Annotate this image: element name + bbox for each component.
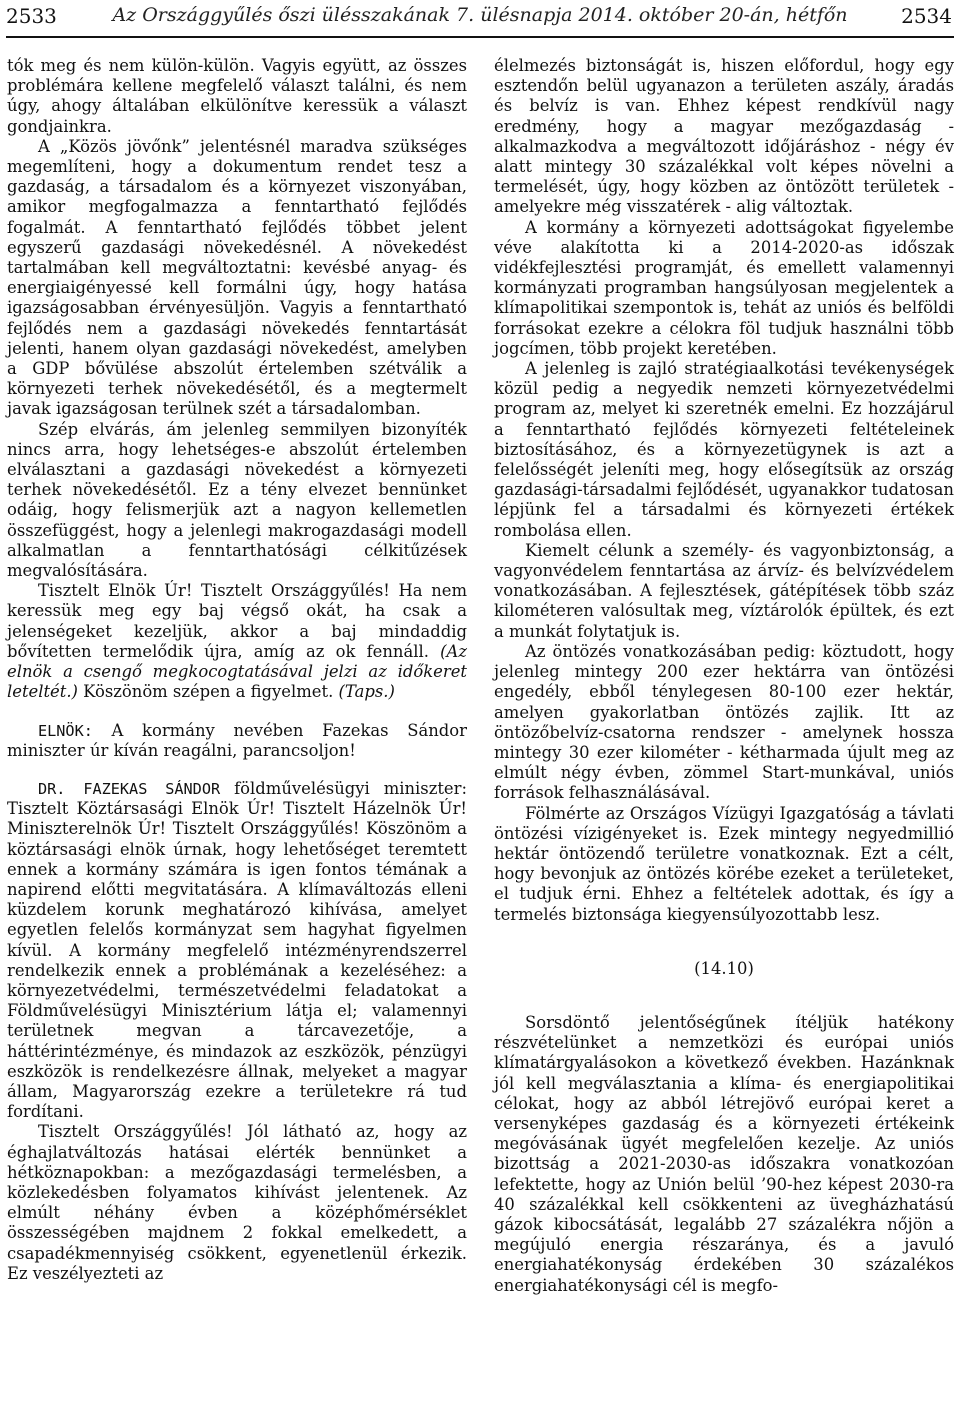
paragraph: Szép elvárás, ám jelenleg semmilyen bizonyíték nincs arra, hogy lehetséges-e abszolút értelemben elválasztani a gazdasági növekedést a környezeti terhek növekedésétől. Ez a tény elvezet bennünket odáig, hogy felismerjük azt a nagyon kellemetlen összefüggést, hogy a jelenlegi makrogazdasági modell alkalmatlan a fenntarthatósági célkitűzések megvalósítására. (7, 419, 467, 581)
speaker-name: DR. FAZEKAS SÁNDOR (38, 779, 221, 798)
speaker-name: ELNÖK: (38, 721, 93, 740)
paragraph-text: Köszönöm szépen a figyelmet. (83, 682, 334, 702)
paragraph: Fölmérte az Országos Vízügyi Igazgatóság a távlati öntözési vízigényeket is. Ezek mintegy negyedmillió hektár öntözendő területre vonatkoznak. Ezt a célt, hogy bevonjuk az öntözés körébe ezeket a területeket, el tudjuk érni. Ehhez a feltételek adottak, és így a termelés biztonsága kiegyensúlyozottabb lesz. (494, 803, 954, 924)
time-marker: (14.10) (694, 958, 754, 978)
paragraph-text: Tisztelt Elnök Úr! Tisztelt Országgyűlés! Ha nem keressük meg egy baj végső okát, ha csak a jelenségeket kezeljük, akkor a baj mindaddig bővítetten termelődik újra, amíg az ok fennáll. (7, 581, 467, 661)
paragraph: A „Közös jövőnk” jelentésnél maradva szükséges megemlíteni, hogy a dokumentum rendet tesz a gazdaság, a társadalom és a környezet viszonyában, amikor megfogalmazza a fenntartható fejlődés fogalmát. A fenntartható fejlődés többet jelent egyszerű gazdasági növekedésnél. A növekedést tartalmában kell megváltoztatni: kevésbé anyag- és energiaigényessé kell formálni úgy, hogy hatása igazságosabban érvényesüljön. Vagyis a fenntartható fejlődés nem a gazdasági növekedés fenntartását jelenti, hanem olyan gazdasági növekedést, amelyben a GDP bővülése abszolút értelemben szétválik a környezeti terhek növekedésétől, és a megtermelt javak igazságosan terülnek szét a társadalomban. (7, 136, 467, 419)
speaker-paragraph (7, 779, 467, 1122)
paragraph: Kiemelt célunk a személy- és vagyonbiztonság, a vagyonvédelem fenntartása az árvíz- és belvízvédelem vonatkozásában. A fejlesztések, gátépítések több száz kilométeren valósultak meg, víztárolók épültek, és ezt a munkát folytatjuk is. (494, 540, 954, 641)
header-rule (6, 36, 954, 38)
page-header (0, 0, 960, 34)
speaker-text: A kormány nevében Fazekas Sándor miniszter úr kíván reagálni, parancsoljon! (7, 720, 467, 760)
right-column (494, 56, 954, 1296)
paragraph: élelmezés biztonságát is, hiszen előfordul, hogy egy esztendőn belül ugyanazon a területen aszály, áradás és belvíz is van. Ehhez képest rendkívül nagy eredmény, hogy a magyar mezőgazdaság - alkalmazkodva a megváltozott időjáráshoz - négy év alatt mintegy 30 százalékkal volt képes növelni a termelését, úgy, hogy közben az öntözött területek - amelyekre még visszatérek - alig változtak. (494, 56, 954, 217)
paragraph: Tisztelt Országgyűlés! Jól látható az, hogy az éghajlatváltozás hatásai elérték bennünket a hétköznapokban: a mezőgazdasági termelésben, a közlekedésben folyamatos kihívást jelentenek. Az elmúlt néhány évben a középhőmérséklet összességében majdnem 2 fokkal emelkedett, a csapadékmennyiség csökkent, egyenetlenül érkezik. Ez veszélyezteti az (7, 1122, 467, 1283)
stage-direction: (Az elnök a csengő megkocogtatásával jelzi az időkeret leteltét.) (7, 641, 467, 702)
page-number-right: 2534 (901, 4, 952, 28)
speaker-text: földművelésügyi miniszter: Tisztelt Köztársasági Elnök Úr! Tisztelt Házelnök Úr! Miniszterelnök Úr! Tisztelt Országgyűlés! Köszönöm a köztársasági elnök úrnak, hogy lehetőséget teremtett ennek a kormány számára is igen fontos témának a napirend előtti megvitatására. A klímaváltozás elleni küzdelem korunk meghatározó kihívása, amelyet egyetlen felelős kormányzat sem hagyhat figyelmen kívül. A kormány megfelelő intézményrendszerrel rendelkezik ennek a problémának a kezeléséhez: a környezetvédelmi, természetvédelmi feladatokat a Földművelésügyi Minisztérium látja el; valamennyi területnek megvan a tárcavezetője, a háttérintézménye, és mindazok az eszközök, pénzügyi eszközök is rendelkezésre állnak, melyeket a magyar állam, Magyarország ezekre a területekre rá tud fordítani. (7, 778, 467, 1122)
header-title: Az Országgyűlés őszi ülésszakának 7. ülésnapja 2014. október 20-án, hétfőn (112, 4, 848, 26)
paragraph: A jelenleg is zajló stratégiaalkotási tevékenységek közül pedig a negyedik nemzeti környezetvédelmi program az, melyet ki szeretnék emelni. Ez hozzájárul a fenntartható fejlődés környezeti feltételeinek biztosításához, és a környezetügynek is azt a felelősségét jeleníti meg, hogy elősegítsük az ország gazdasági-társadalmi fejlődését, ugyanakkor tudatosan lépjünk fel a társadalmi és környezeti értékek rombolása ellen. (494, 359, 954, 540)
paragraph (7, 581, 467, 702)
paragraph: Sorsdöntő jelentőségűnek ítéljük hatékony részvételünket a nemzetközi és európai uniós klímatárgyalásokon a következő években. Hazánknak jól kell megválasztania a klíma- és energiapolitikai célokat, hogy az abból létrejövő európai keret a versenyképes gazdaság és a környezeti értékeink megóvásának ügyét megfelelően kezelje. Az uniós bizottság a 2021-2030-as időszakra vonatkozóan lefektette, hogy az Unión belül ’90-hez képest 2030-ra 40 százalékkal kell csökkenteni az üvegházhatású gázok kibocsátását, legalább 27 százalékra nőjön a megújuló energia részaránya, és a javuló energiahatékonyság érdekében 30 százalékos energiahatékonysági cél is megfo- (494, 1012, 954, 1295)
speaker-paragraph (7, 721, 467, 761)
paragraph: A kormány a környezeti adottságokat figyelembe véve alakította ki a 2014-2020-as időszak vidékfejlesztési programját, és emellett valamennyi kormányzati programban hangsúlyosan megjelentek a klímapolitikai szempontok is, tehát az uniós és belföldi forrásokat ezekre a célokra föl tudjuk használni több jogcímen, több projekt keretében. (494, 217, 954, 358)
stage-direction: (Taps.) (338, 682, 395, 702)
paragraph: tók meg és nem külön-külön. Vagyis együtt, az összes problémára kellene megfelelő választ találni, és nem úgy, ahogy általában elkülönítve keressük a választ gondjainkra. (7, 56, 467, 136)
paragraph: Az öntözés vonatkozásában pedig: köztudott, hogy jelenleg mintegy 200 ezer hektárra van öntözési engedély, ebből ténylegesen 80-100 ezer hektár, amelyen gyakorlatban öntözés zajlik. Itt az öntözőbelvíz-csatorna rendszer - amelynek hossza mintegy 30 ezer kilométer - kétharmada újult meg az elmúlt négy évben, zömmel Start-munkával, uniós források felhasználásával. (494, 641, 954, 803)
page-number-left: 2533 (6, 4, 57, 28)
left-column (7, 56, 467, 1284)
